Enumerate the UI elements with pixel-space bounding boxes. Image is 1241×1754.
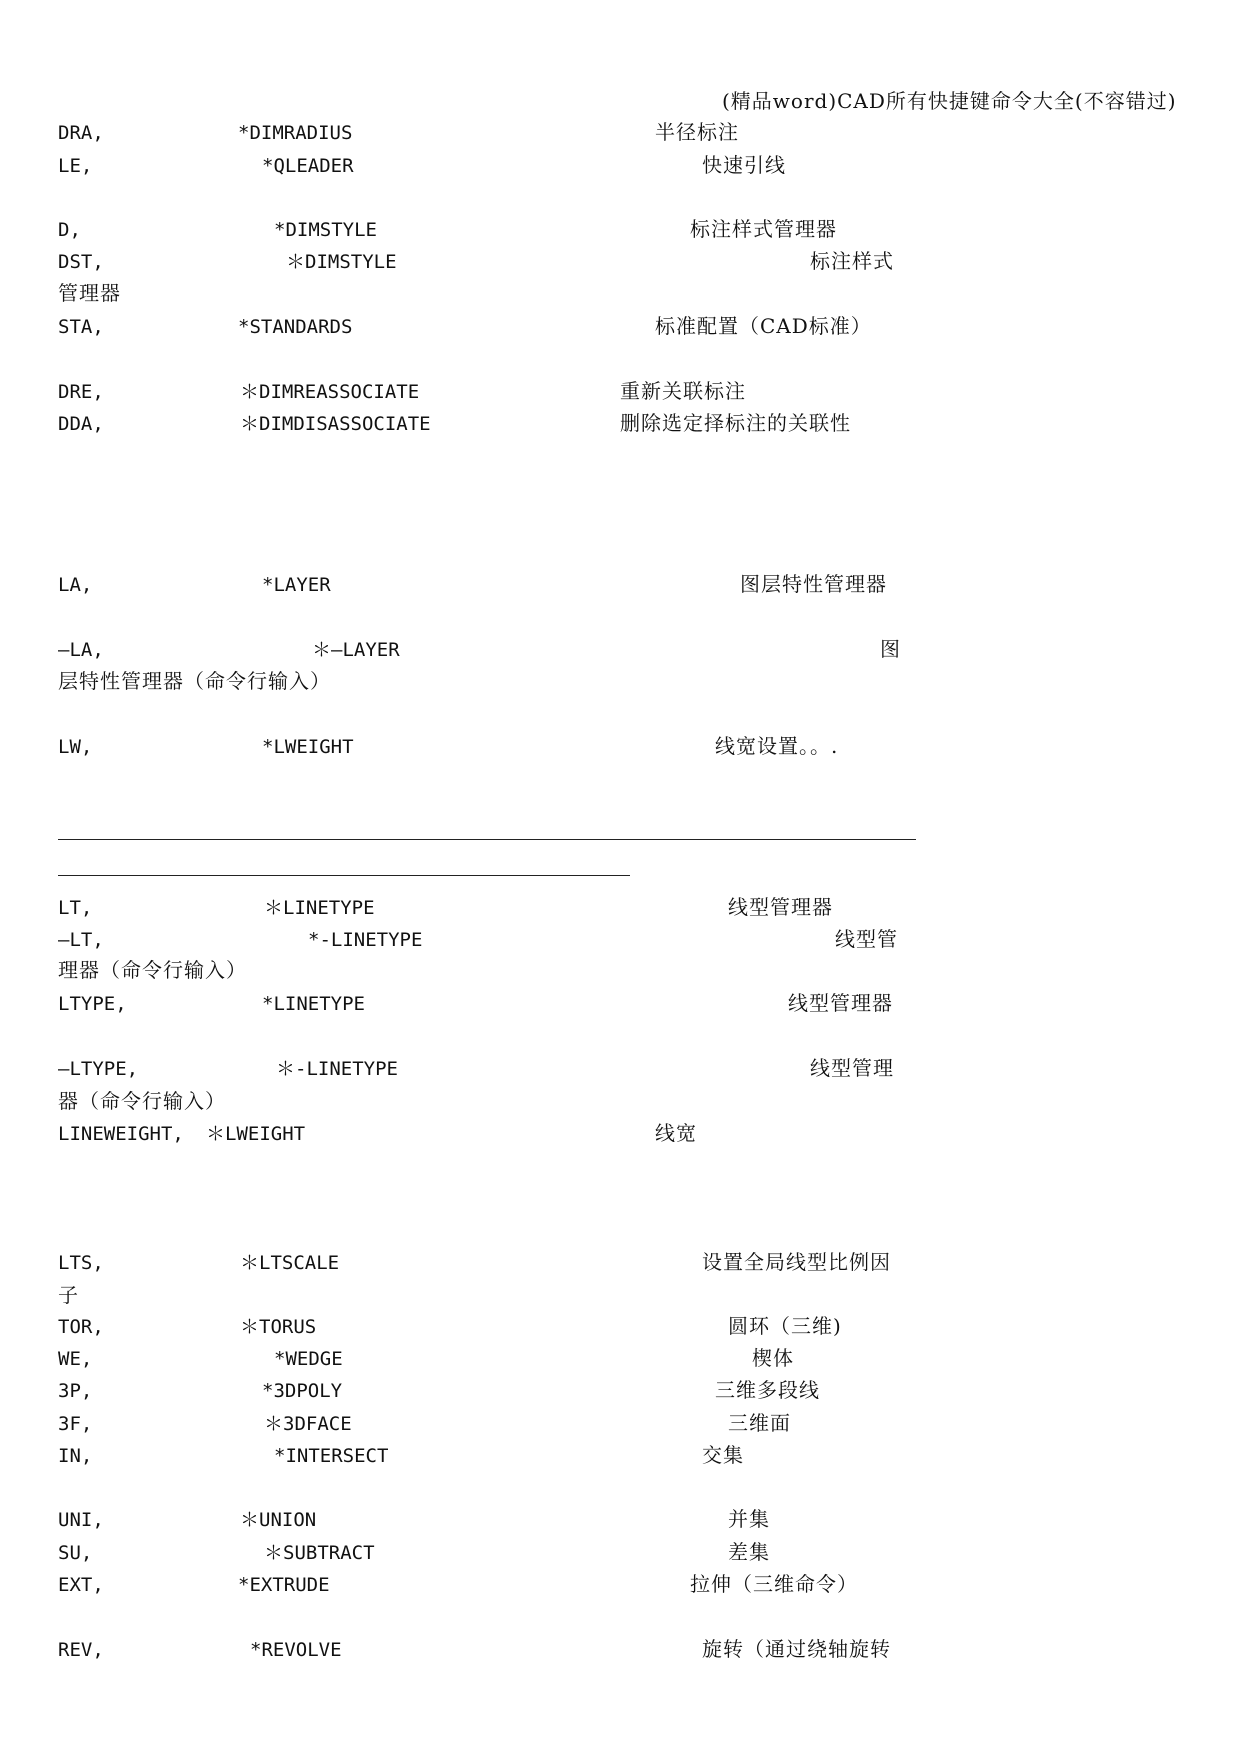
row-description: 拉伸（三维命令） [690, 1572, 858, 1596]
row-description: 半径标注 [655, 120, 739, 144]
row-command: *LINETYPE [262, 993, 365, 1015]
row-command: ＊3DFACE [264, 1413, 352, 1435]
row-command: ＊SUBTRACT [264, 1542, 375, 1564]
row-description: 交集 [702, 1443, 744, 1467]
row-key: DRA, [58, 122, 104, 144]
row-description-wrap: 管理器 [58, 281, 121, 305]
row-key: UNI, [58, 1509, 104, 1531]
row-command: *-LINETYPE [308, 929, 423, 951]
row-command: *LAYER [262, 574, 331, 596]
row-command: ＊TORUS [240, 1316, 317, 1338]
row-description: 线型管理 [810, 1056, 894, 1080]
row-description: 标注样式 [810, 249, 894, 273]
row-command: ＊DIMREASSOCIATE [240, 381, 420, 403]
row-key: DRE, [58, 381, 104, 403]
row-description: 三维面 [728, 1411, 791, 1435]
row-key: EXT, [58, 1574, 104, 1596]
row-key: DDA, [58, 413, 104, 435]
row-command: ＊DIMDISASSOCIATE [240, 413, 431, 435]
row-key: STA, [58, 316, 104, 338]
row-key: LT, [58, 897, 93, 919]
row-key: —LA, [58, 639, 104, 661]
document-header: (精品word)CAD所有快捷键命令大全(不容错过) [722, 89, 1177, 113]
row-command: ＊LINETYPE [264, 897, 375, 919]
row-key: LTYPE, [58, 993, 127, 1015]
row-command: ＊-LINETYPE [276, 1058, 398, 1080]
row-description: 线型管理器 [728, 895, 833, 919]
row-command: ＊DIMSTYLE [286, 251, 397, 273]
row-command: *STANDARDS [238, 316, 353, 338]
row-description: 圆环（三维) [728, 1314, 842, 1338]
row-description: 线宽 [655, 1121, 697, 1145]
row-description-wrap: 层特性管理器（命令行输入） [58, 669, 331, 693]
row-key: —LTYPE, [58, 1058, 139, 1080]
row-description: 线宽设置。。. [715, 734, 839, 758]
row-description: 线型管理器 [788, 991, 893, 1015]
row-key: LA, [58, 574, 93, 596]
row-description: 线型管 [835, 927, 898, 951]
row-key: TOR, [58, 1316, 104, 1338]
row-description: 图层特性管理器 [740, 572, 887, 596]
row-key: LTS, [58, 1252, 104, 1274]
row-key: LINEWEIGHT, [58, 1123, 184, 1145]
row-key: DST, [58, 251, 104, 273]
row-description: 旋转（通过绕轴旋转 [702, 1637, 891, 1661]
row-command: *DIMSTYLE [274, 219, 377, 241]
row-description: 标准配置（CAD标准） [655, 314, 872, 338]
row-key: 3P, [58, 1380, 93, 1402]
row-description: 楔体 [752, 1346, 794, 1370]
row-command: *QLEADER [262, 155, 354, 177]
row-key: D, [58, 219, 81, 241]
row-description: 标注样式管理器 [690, 217, 837, 241]
row-key: REV, [58, 1639, 104, 1661]
row-key: —LT, [58, 929, 104, 951]
row-command: *REVOLVE [250, 1639, 342, 1661]
row-key: SU, [58, 1542, 93, 1564]
row-description-wrap: 器（命令行输入） [58, 1089, 226, 1113]
row-description: 快速引线 [702, 153, 786, 177]
row-command: *WEDGE [274, 1348, 343, 1370]
row-description-wrap: 理器（命令行输入） [58, 958, 247, 982]
row-description: 重新关联标注 [620, 379, 746, 403]
row-command: *INTERSECT [274, 1445, 389, 1467]
divider-rule [58, 875, 630, 876]
row-command: *EXTRUDE [238, 1574, 330, 1596]
row-key: WE, [58, 1348, 93, 1370]
row-description: 删除选定择标注的关联性 [620, 411, 851, 435]
row-description: 差集 [728, 1540, 770, 1564]
row-key: LW, [58, 736, 93, 758]
row-command: *LWEIGHT [262, 736, 354, 758]
row-command: ＊LWEIGHT [206, 1123, 306, 1145]
row-key: IN, [58, 1445, 93, 1467]
row-description-wrap: 子 [58, 1283, 79, 1307]
row-key: LE, [58, 155, 93, 177]
row-description: 三维多段线 [715, 1378, 820, 1402]
row-command: ＊—LAYER [312, 639, 400, 661]
row-key: 3F, [58, 1413, 93, 1435]
row-command: *3DPOLY [262, 1380, 343, 1402]
row-description: 并集 [728, 1507, 770, 1531]
row-description: 图 [880, 637, 901, 661]
row-command: *DIMRADIUS [238, 122, 353, 144]
row-description: 设置全局线型比例因 [702, 1250, 891, 1274]
row-command: ＊UNION [240, 1509, 317, 1531]
divider-rule [58, 839, 916, 840]
row-command: ＊LTSCALE [240, 1252, 340, 1274]
